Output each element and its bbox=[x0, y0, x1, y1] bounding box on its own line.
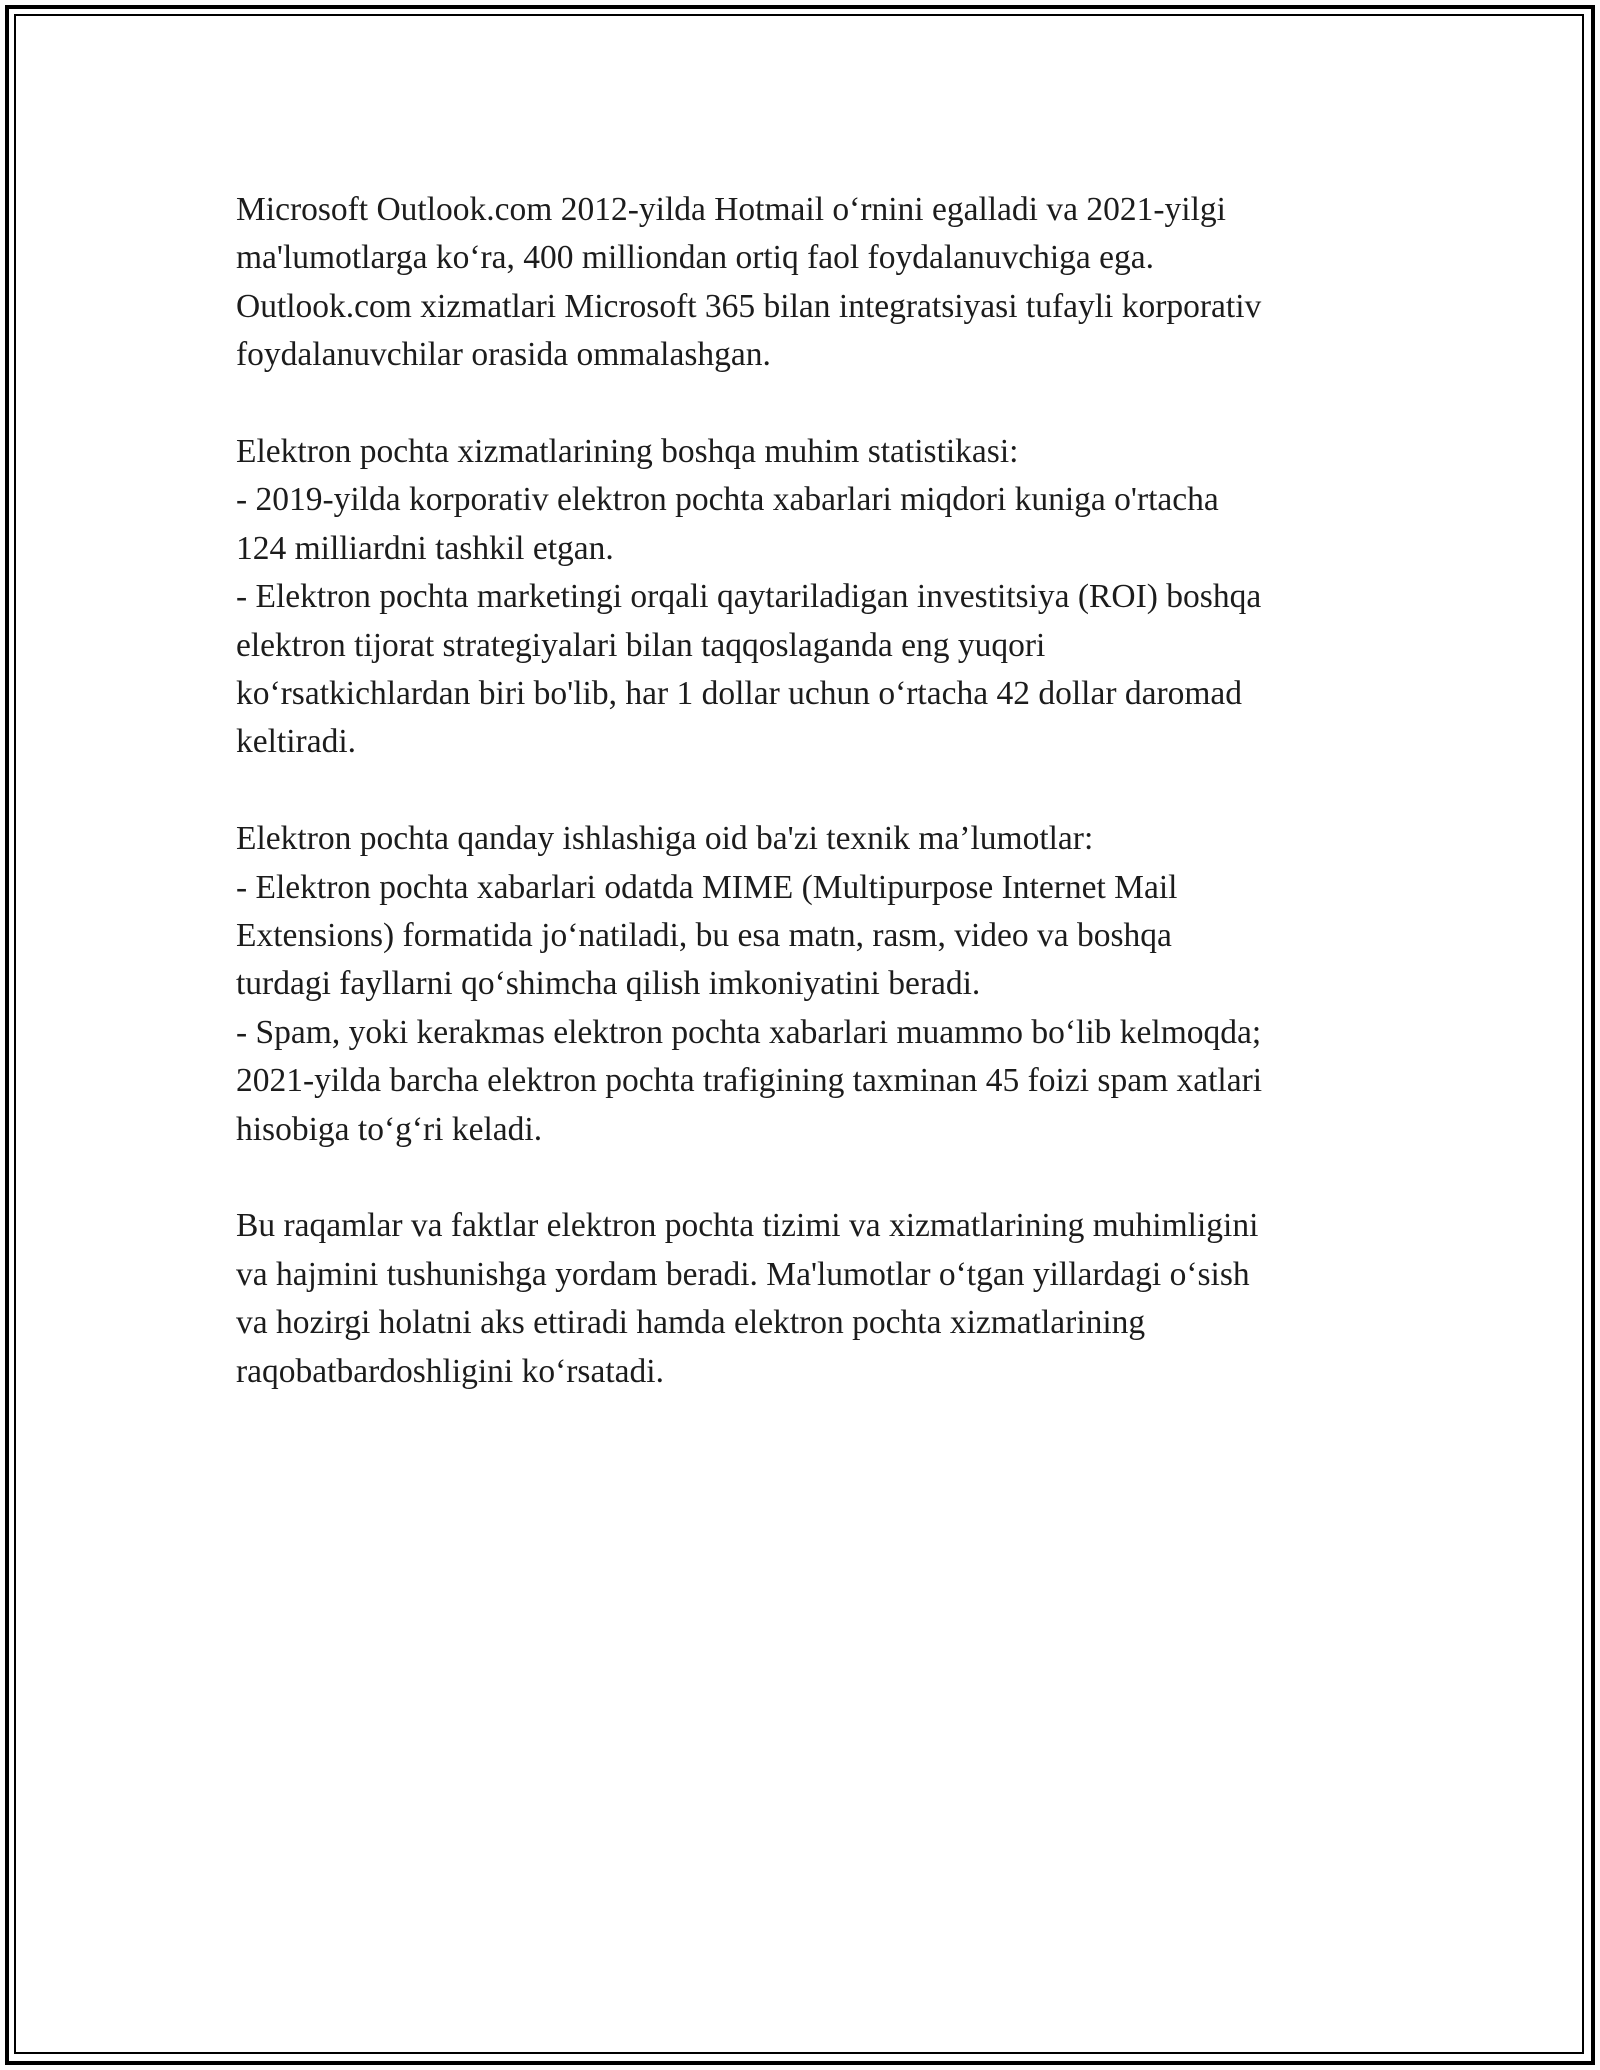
text-line: ma'lumotlarga ko‘ra, 400 milliondan ortiq faol foydalanuvchiga ega. bbox=[236, 239, 1155, 277]
text-line: - 2019-yilda korporativ elektron pochta xabarlari miqdori kuniga o'rtacha bbox=[236, 481, 1219, 519]
paragraph-conclusion bbox=[236, 1202, 1386, 1396]
text-line: 2021-yilda barcha elektron pochta trafigining taxminan 45 foizi spam xatlari bbox=[236, 1062, 1263, 1100]
text-line: hisobiga to‘g‘ri keladi. bbox=[236, 1110, 543, 1148]
paragraph-statistics bbox=[236, 428, 1386, 767]
text-line: Elektron pochta xizmatlarining boshqa muhim statistikasi: bbox=[236, 433, 1019, 471]
text-line: - Spam, yoki kerakmas elektron pochta xabarlari muammo bo‘lib kelmoqda; bbox=[236, 1013, 1262, 1051]
text-line: Outlook.com xizmatlari Microsoft 365 bilan integratsiyasi tufayli korporativ bbox=[236, 287, 1262, 325]
paragraph-outlook bbox=[236, 186, 1386, 380]
text-line: va hajmini tushunishga yordam beradi. Ma'lumotlar o‘tgan yillardagi o‘sish bbox=[236, 1255, 1250, 1293]
paragraph-technical bbox=[236, 815, 1386, 1154]
text-line: va hozirgi holatni aks ettiradi hamda elektron pochta xizmatlarining bbox=[236, 1304, 1146, 1342]
text-line: Elektron pochta qanday ishlashiga oid ba'zi texnik ma’lumotlar: bbox=[236, 820, 1094, 858]
text-line: Bu raqamlar va faktlar elektron pochta tizimi va xizmatlarining muhimligini bbox=[236, 1207, 1259, 1245]
text-line: foydalanuvchilar orasida ommalashgan. bbox=[236, 336, 771, 374]
document-body bbox=[236, 186, 1386, 1445]
text-line: Microsoft Outlook.com 2012-yilda Hotmail o‘rnini egalladi va 2021-yilgi bbox=[236, 191, 1226, 228]
text-line: ko‘rsatkichlardan biri bo'lib, har 1 dollar uchun o‘rtacha 42 dollar daromad bbox=[236, 675, 1243, 713]
text-line: keltiradi. bbox=[236, 723, 356, 761]
text-line: - Elektron pochta xabarlari odatda MIME (Multipurpose Internet Mail bbox=[236, 868, 1178, 906]
text-line: Extensions) formatida jo‘natiladi, bu esa matn, rasm, video va boshqa bbox=[236, 917, 1172, 955]
text-line: raqobatbardoshligini ko‘rsatadi. bbox=[236, 1352, 664, 1390]
text-line: elektron tijorat strategiyalari bilan taqqoslaganda eng yuqori bbox=[236, 626, 1046, 664]
text-line: turdagi fayllarni qo‘shimcha qilish imkoniyatini beradi. bbox=[236, 965, 981, 1003]
text-line: - Elektron pochta marketingi orqali qaytariladigan investitsiya (ROI) boshqa bbox=[236, 578, 1262, 616]
text-line: 124 milliardni tashkil etgan. bbox=[236, 529, 614, 567]
